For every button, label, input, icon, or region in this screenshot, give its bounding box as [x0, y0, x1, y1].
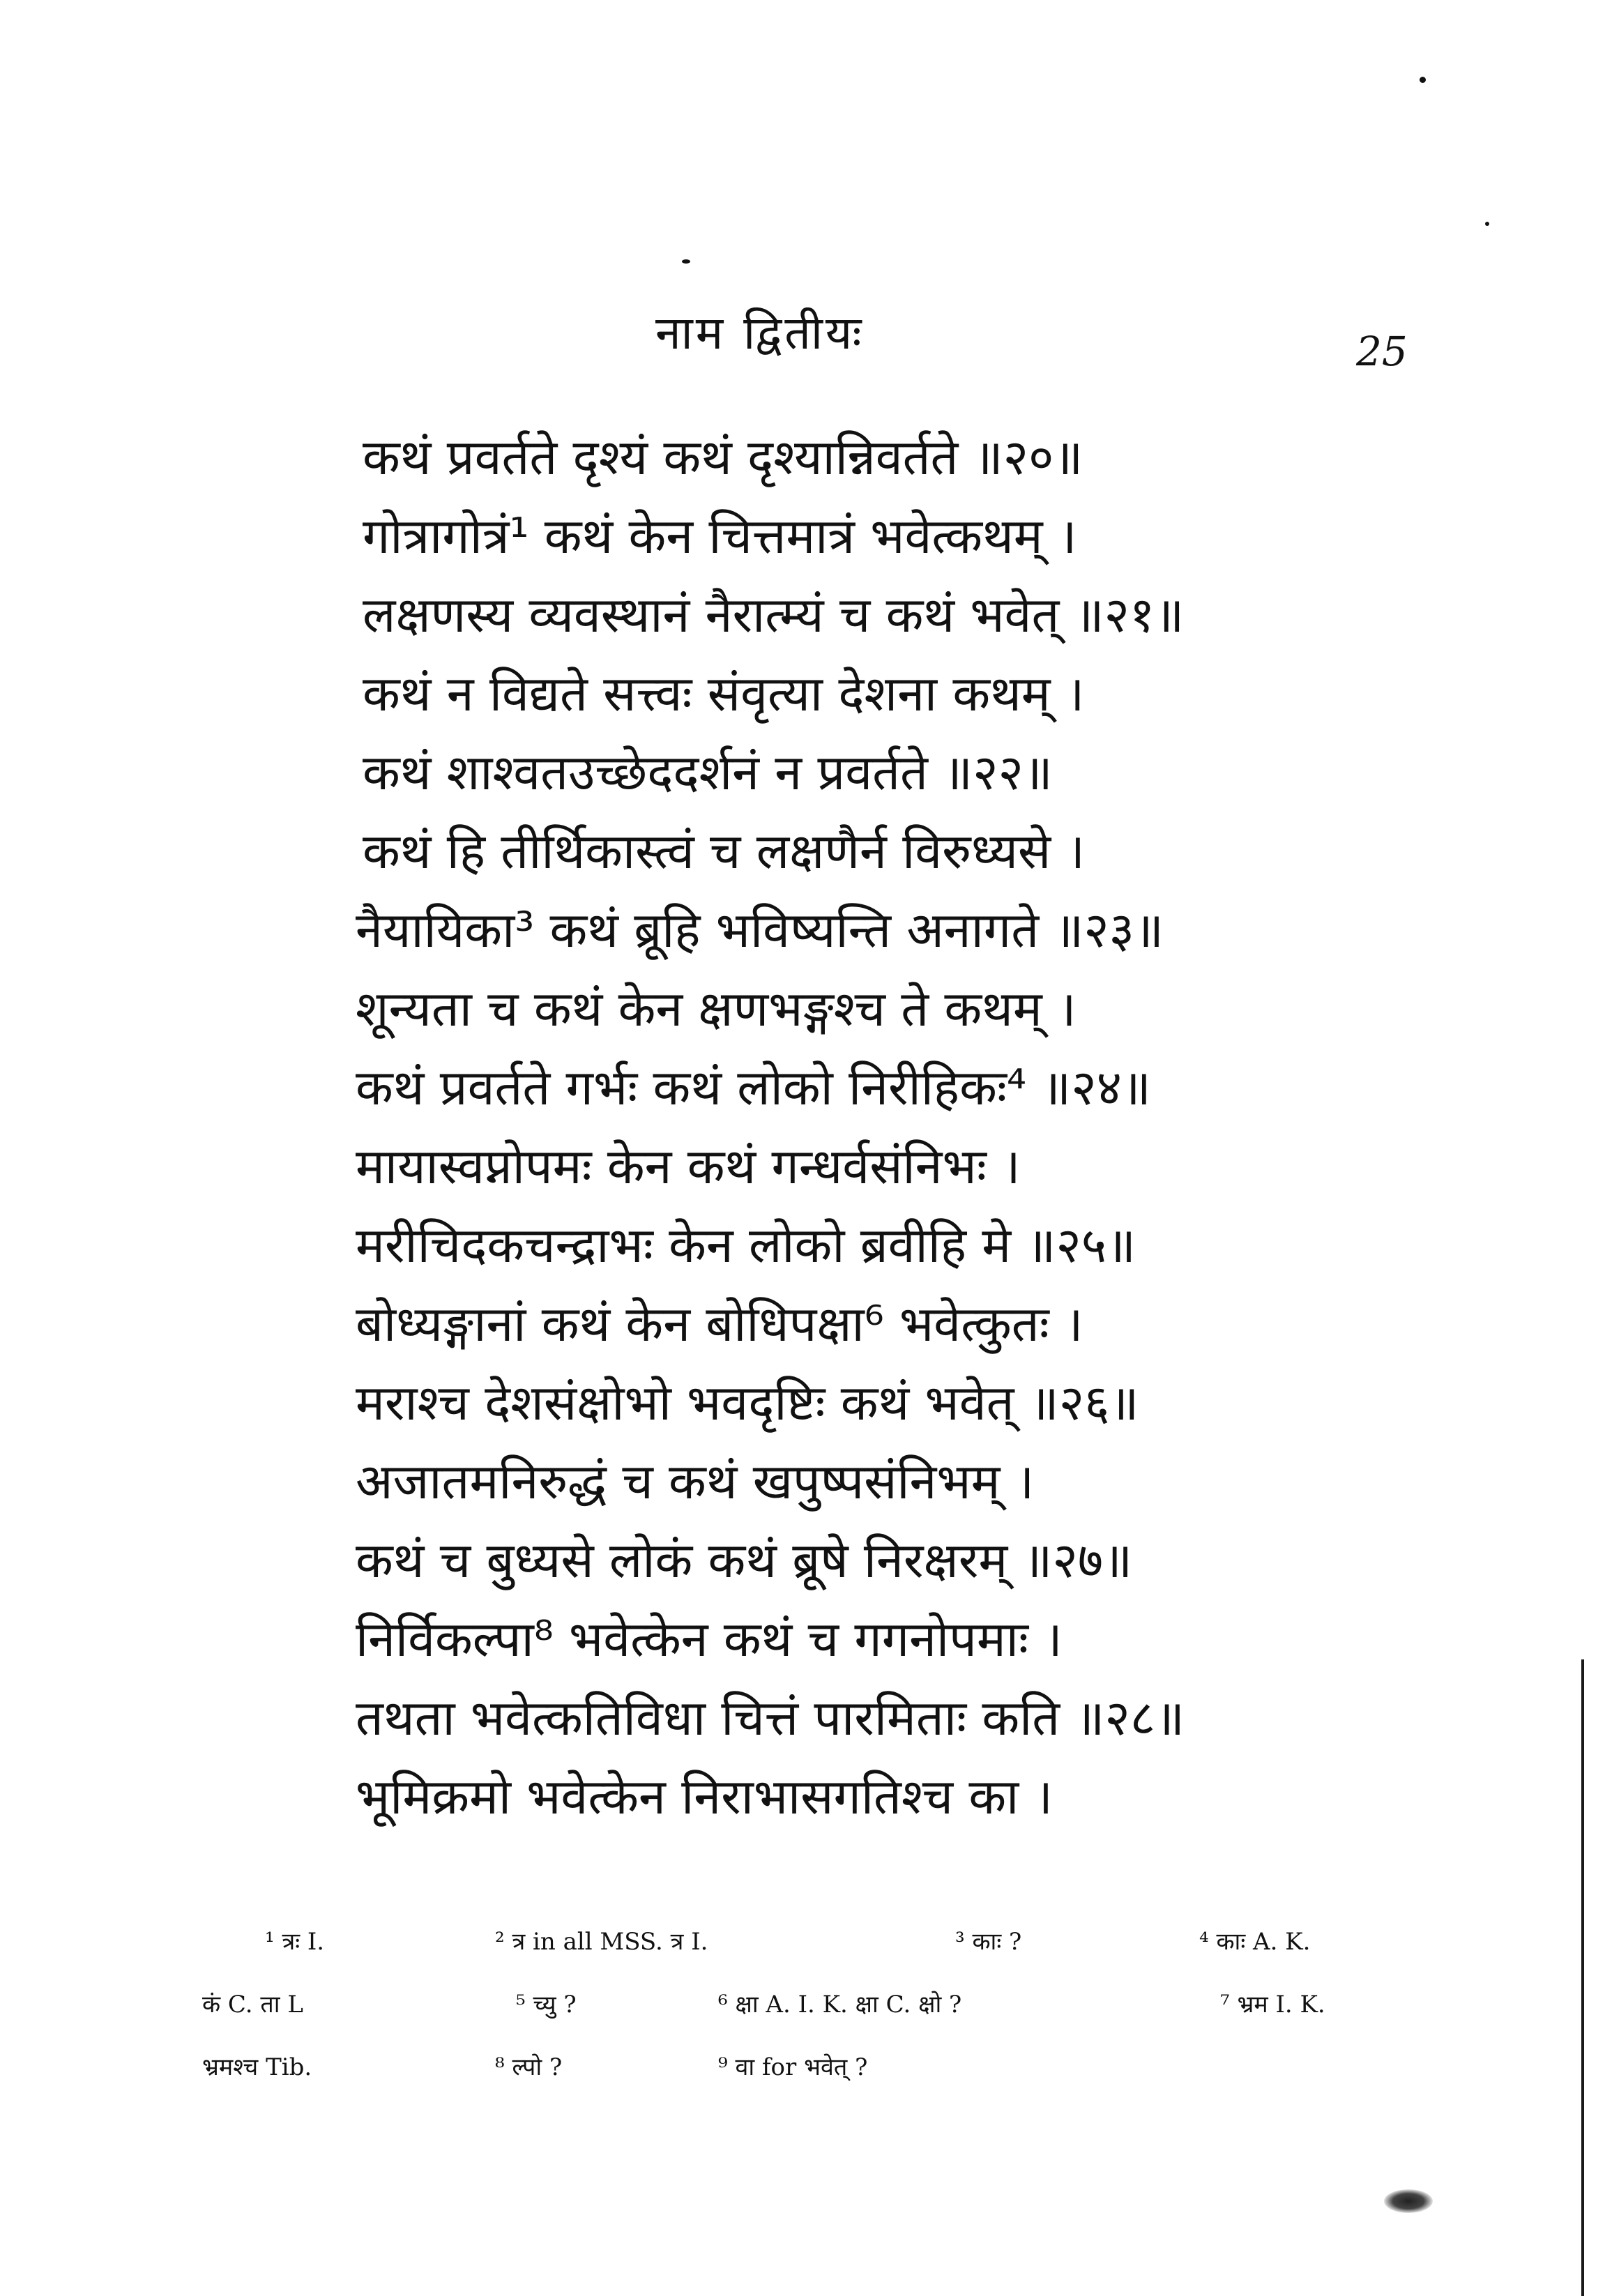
- footnote-row: [202, 2050, 1401, 2113]
- verse-line: कथं हि तीर्थिकास्त्वं च लक्षणैर्न विरुध्यसे ।: [363, 823, 1086, 880]
- verse-line: शून्यता च कथं केन क्षणभङ्गश्च ते कथम् ।: [356, 980, 1077, 1037]
- verse-line: निर्विकल्पा⁸ भवेत्केन कथं च गगनोपमाः ।: [356, 1611, 1063, 1668]
- verse-block: [349, 418, 1394, 1837]
- ink-stain: [1384, 2189, 1433, 2213]
- print-speck: [682, 259, 690, 264]
- footnote: ⁷ भ्रम I. K.: [1220, 1991, 1325, 2018]
- verse-line: नैयायिका³ कथं ब्रूहि भविष्यन्ति अनागते ॥२३॥: [356, 902, 1164, 959]
- verse-line: मराश्च देशसंक्षोभो भवदृष्टिः कथं भवेत् ॥२६॥: [356, 1374, 1139, 1431]
- footnotes: [202, 1924, 1401, 2113]
- verse-line: लक्षणस्य व्यवस्थानं नैरात्म्यं च कथं भवेत् ॥२१॥: [363, 586, 1185, 644]
- print-speck: [1420, 77, 1426, 83]
- footnote-row: [202, 1924, 1401, 1987]
- verse-line: अजातमनिरुद्धं च कथं खपुष्पसंनिभम् ।: [356, 1453, 1035, 1510]
- print-speck: [1485, 222, 1489, 226]
- footnote: ³ काः ?: [955, 1928, 1022, 1956]
- footnote-row: [202, 1987, 1401, 2050]
- footnote: ¹ त्रः I.: [265, 1928, 325, 1956]
- verse-line: कथं शाश्वतउच्छेददर्शनं न प्रवर्तते ॥२२॥: [363, 744, 1053, 801]
- footnote: भ्रमश्च Tib.: [202, 2053, 312, 2081]
- verse-line: मरीचिदकचन्द्राभः केन लोको ब्रवीहि मे ॥२५॥: [356, 1217, 1136, 1274]
- footnote: ⁴ काः A. K.: [1199, 1928, 1311, 1956]
- verse-line: कथं न विद्यते सत्त्वः संवृत्या देशना कथम् ।: [363, 665, 1085, 722]
- verse-line: कथं प्रवर्तते गर्भः कथं लोको निरीहिकः⁴ ॥२४॥: [356, 1059, 1151, 1116]
- page-number: 25: [1356, 328, 1408, 375]
- verse-line: कथं प्रवर्तते दृश्यं कथं दृश्यान्निवर्तते ॥२०॥: [363, 429, 1083, 486]
- verse-line: भूमिक्रमो भवेत्केन निराभासगतिश्च का ।: [356, 1768, 1053, 1825]
- verse-line: गोत्रागोत्रं¹ कथं केन चित्तमात्रं भवेत्कथम् ।: [363, 508, 1077, 565]
- verse-line: तथता भवेत्कतिविधा चित्तं पारमिताः कति ॥२८॥: [356, 1689, 1185, 1747]
- footnote: ² त्र in all MSS. त्र I.: [495, 1928, 708, 1956]
- footnote: ⁶ क्षा A. I. K. क्षा C. क्षो ?: [718, 1991, 962, 2018]
- running-head: नाम द्वितीयः: [655, 306, 865, 360]
- footnote: ⁹ वा for भवेत् ?: [718, 2053, 868, 2081]
- verse-line: बोध्यङ्गानां कथं केन बोधिपक्षा⁶ भवेत्कुतः ।: [356, 1295, 1083, 1353]
- verse-line: कथं च बुध्यसे लोकं कथं ब्रूषे निरक्षरम् ॥२७॥: [356, 1532, 1133, 1589]
- page-edge-line: [1581, 1659, 1584, 2296]
- footnote: ⁸ ल्पो ?: [495, 2053, 563, 2081]
- footnote: कं C. ता L: [202, 1991, 303, 2018]
- verse-line: मायास्वप्नोपमः केन कथं गन्धर्वसंनिभः ।: [356, 1138, 1021, 1195]
- footnote: ⁵ च्यु ?: [516, 1991, 577, 2018]
